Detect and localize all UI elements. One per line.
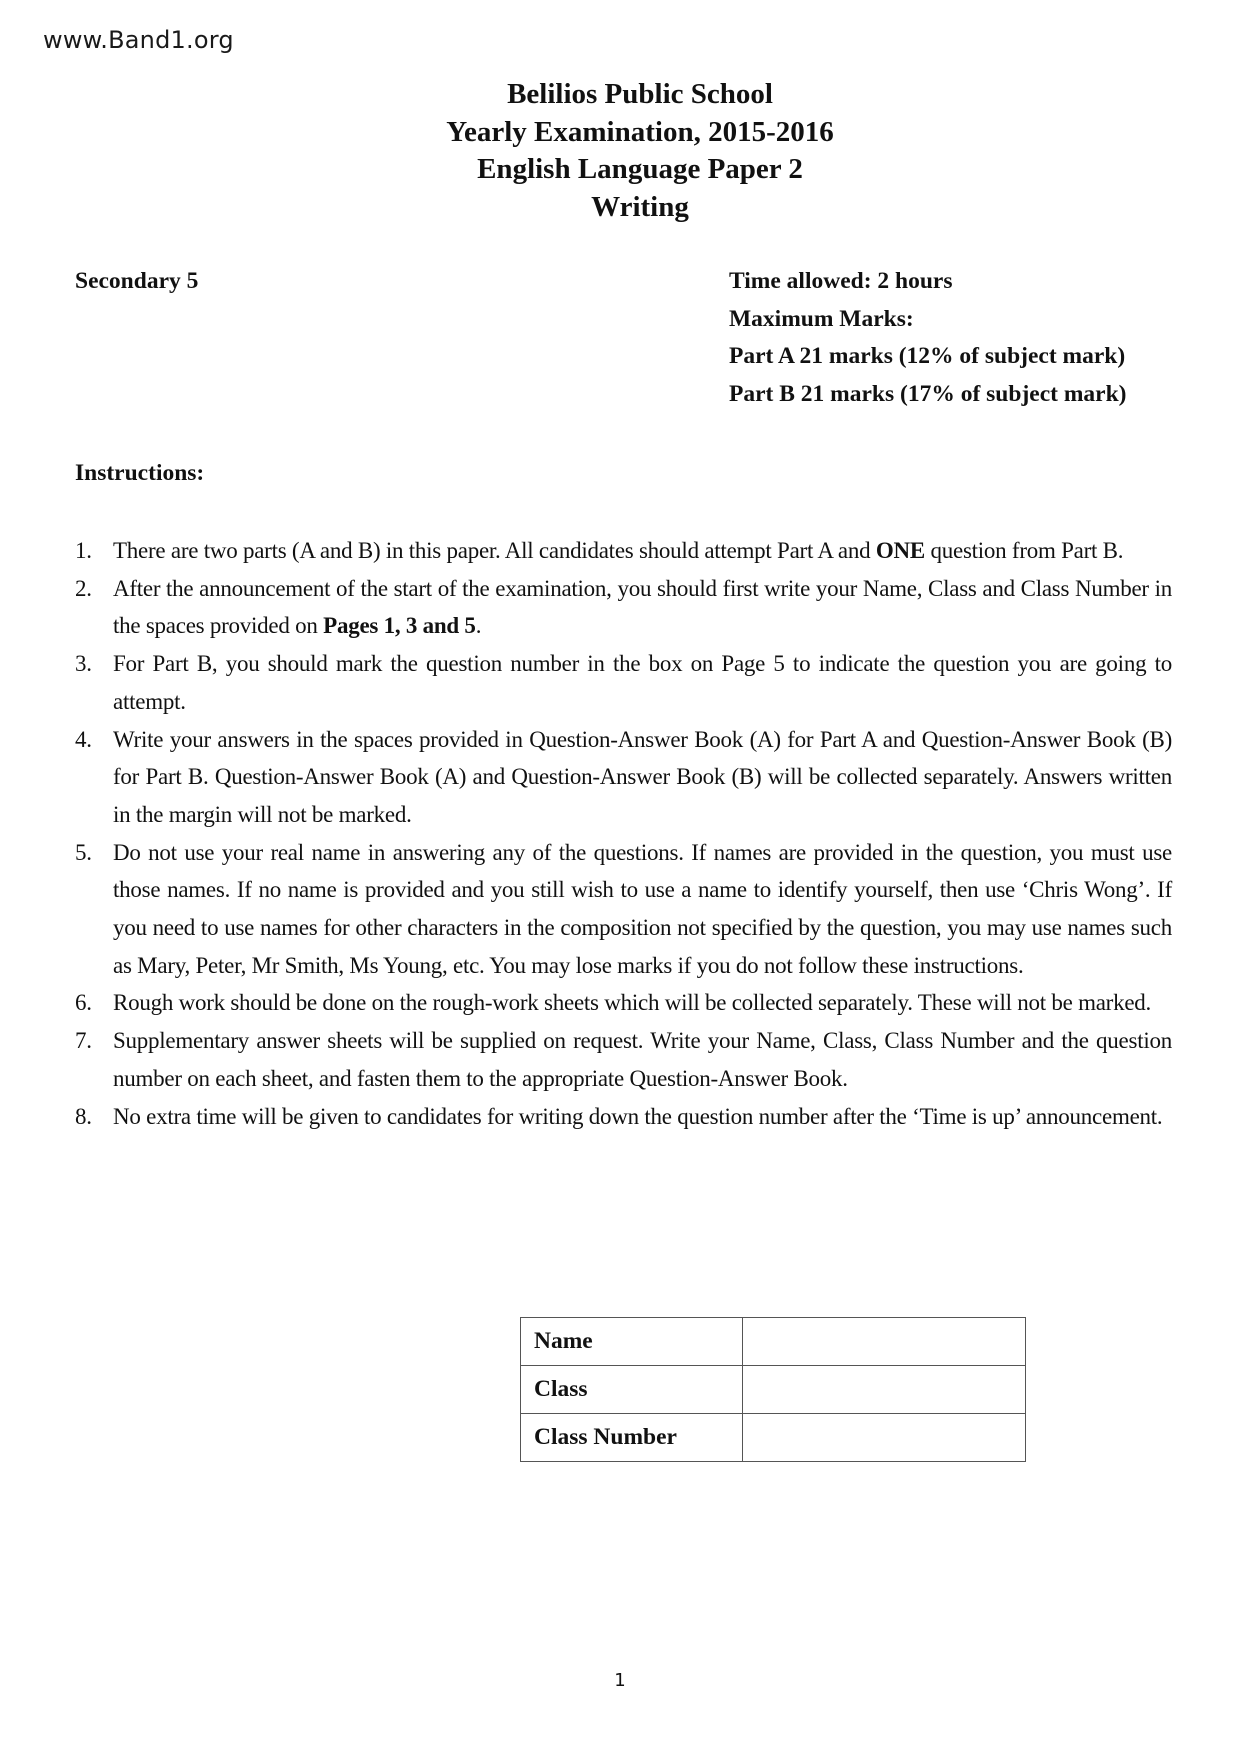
class-number-field[interactable] — [743, 1414, 1026, 1462]
page-number: 1 — [614, 1670, 626, 1691]
instructions-list — [75, 532, 1172, 1135]
part-a-marks: Part A 21 marks (12% of subject mark) — [729, 343, 1126, 369]
max-marks-label: Maximum Marks: — [729, 305, 914, 332]
class-field[interactable] — [743, 1366, 1026, 1414]
instructions-heading: Instructions: — [75, 460, 205, 486]
instruction-item: 1. There are two parts (A and B) in this paper. All candidates should attempt Part A and ONE question from Part B. — [75, 532, 1172, 570]
instruction-item: 5. Do not use your real name in answering any of the questions. If names are provided in the question, you must use those names. If no name is provided and you still wish to use a name to identify yourself, then use ‘Chris Wong’. If you need to use names for other characters in the composition not specified by the question, you may use names such as Mary, Peter, Mr Smith, Ms Young, etc. You may lose marks if you do not follow these instructions. — [75, 834, 1172, 985]
class-label: Class — [521, 1366, 743, 1414]
instruction-item: 3. For Part B, you should mark the question number in the box on Page 5 to indicate the question you are going to attempt. — [75, 645, 1172, 720]
class-level: Secondary 5 — [75, 268, 199, 294]
table-row — [521, 1318, 1026, 1366]
emphasis: ONE — [875, 538, 925, 563]
instruction-item: 7. Supplementary answer sheets will be supplied on request. Write your Name, Class, Class Number and the question number on each sheet, and fasten them to the appropriate Question-Answer Book. — [75, 1022, 1172, 1097]
table-row — [521, 1414, 1026, 1462]
instruction-item: 6. Rough work should be done on the rough-work sheets which will be collected separately. These will not be marked. — [75, 984, 1172, 1022]
instruction-item: 4. Write your answers in the spaces provided in Question-Answer Book (A) for Part A and Question-Answer Book (B) for Part B. Question-Answer Book (A) and Question-Answer Book (B) will be collected separately. Answers written in the margin will not be marked. — [75, 721, 1172, 834]
student-info-table — [520, 1317, 1026, 1462]
instruction-number: 3. — [75, 651, 92, 677]
instruction-number: 6. — [75, 990, 92, 1016]
exam-name: Yearly Examination, 2015-2016 — [446, 115, 834, 148]
instruction-number: 5. — [75, 839, 92, 865]
name-label: Name — [521, 1318, 743, 1366]
exam-meta — [729, 268, 1126, 418]
instruction-item: 8. No extra time will be given to candidates for writing down the question number after the ‘Time is up’ announcement. — [75, 1098, 1172, 1136]
instruction-number: 7. — [75, 1028, 92, 1054]
instruction-number: 4. — [75, 726, 92, 752]
paper-name: English Language Paper 2 — [477, 153, 803, 185]
instruction-number: 8. — [75, 1103, 92, 1129]
time-allowed: Time allowed: 2 hours — [729, 268, 953, 294]
school-name: Belilios Public School — [507, 78, 773, 110]
emphasis: Pages 1, 3 and 5 — [323, 613, 476, 639]
table-row — [521, 1366, 1026, 1414]
instruction-number: 1. — [75, 538, 92, 563]
instruction-item: 2. After the announcement of the start of the examination, you should first write your Name, Class and Class Number in the spaces provided on Pages 1, 3 and 5. — [75, 570, 1172, 645]
exam-title-block — [0, 76, 1240, 226]
name-field[interactable] — [743, 1318, 1026, 1366]
subject-name: Writing — [591, 190, 689, 223]
class-number-label: Class Number — [521, 1414, 743, 1462]
watermark-site: www.Band1.org — [43, 26, 234, 54]
instruction-number: 2. — [75, 575, 92, 601]
part-b-marks: Part B 21 marks (17% of subject mark) — [729, 380, 1127, 407]
